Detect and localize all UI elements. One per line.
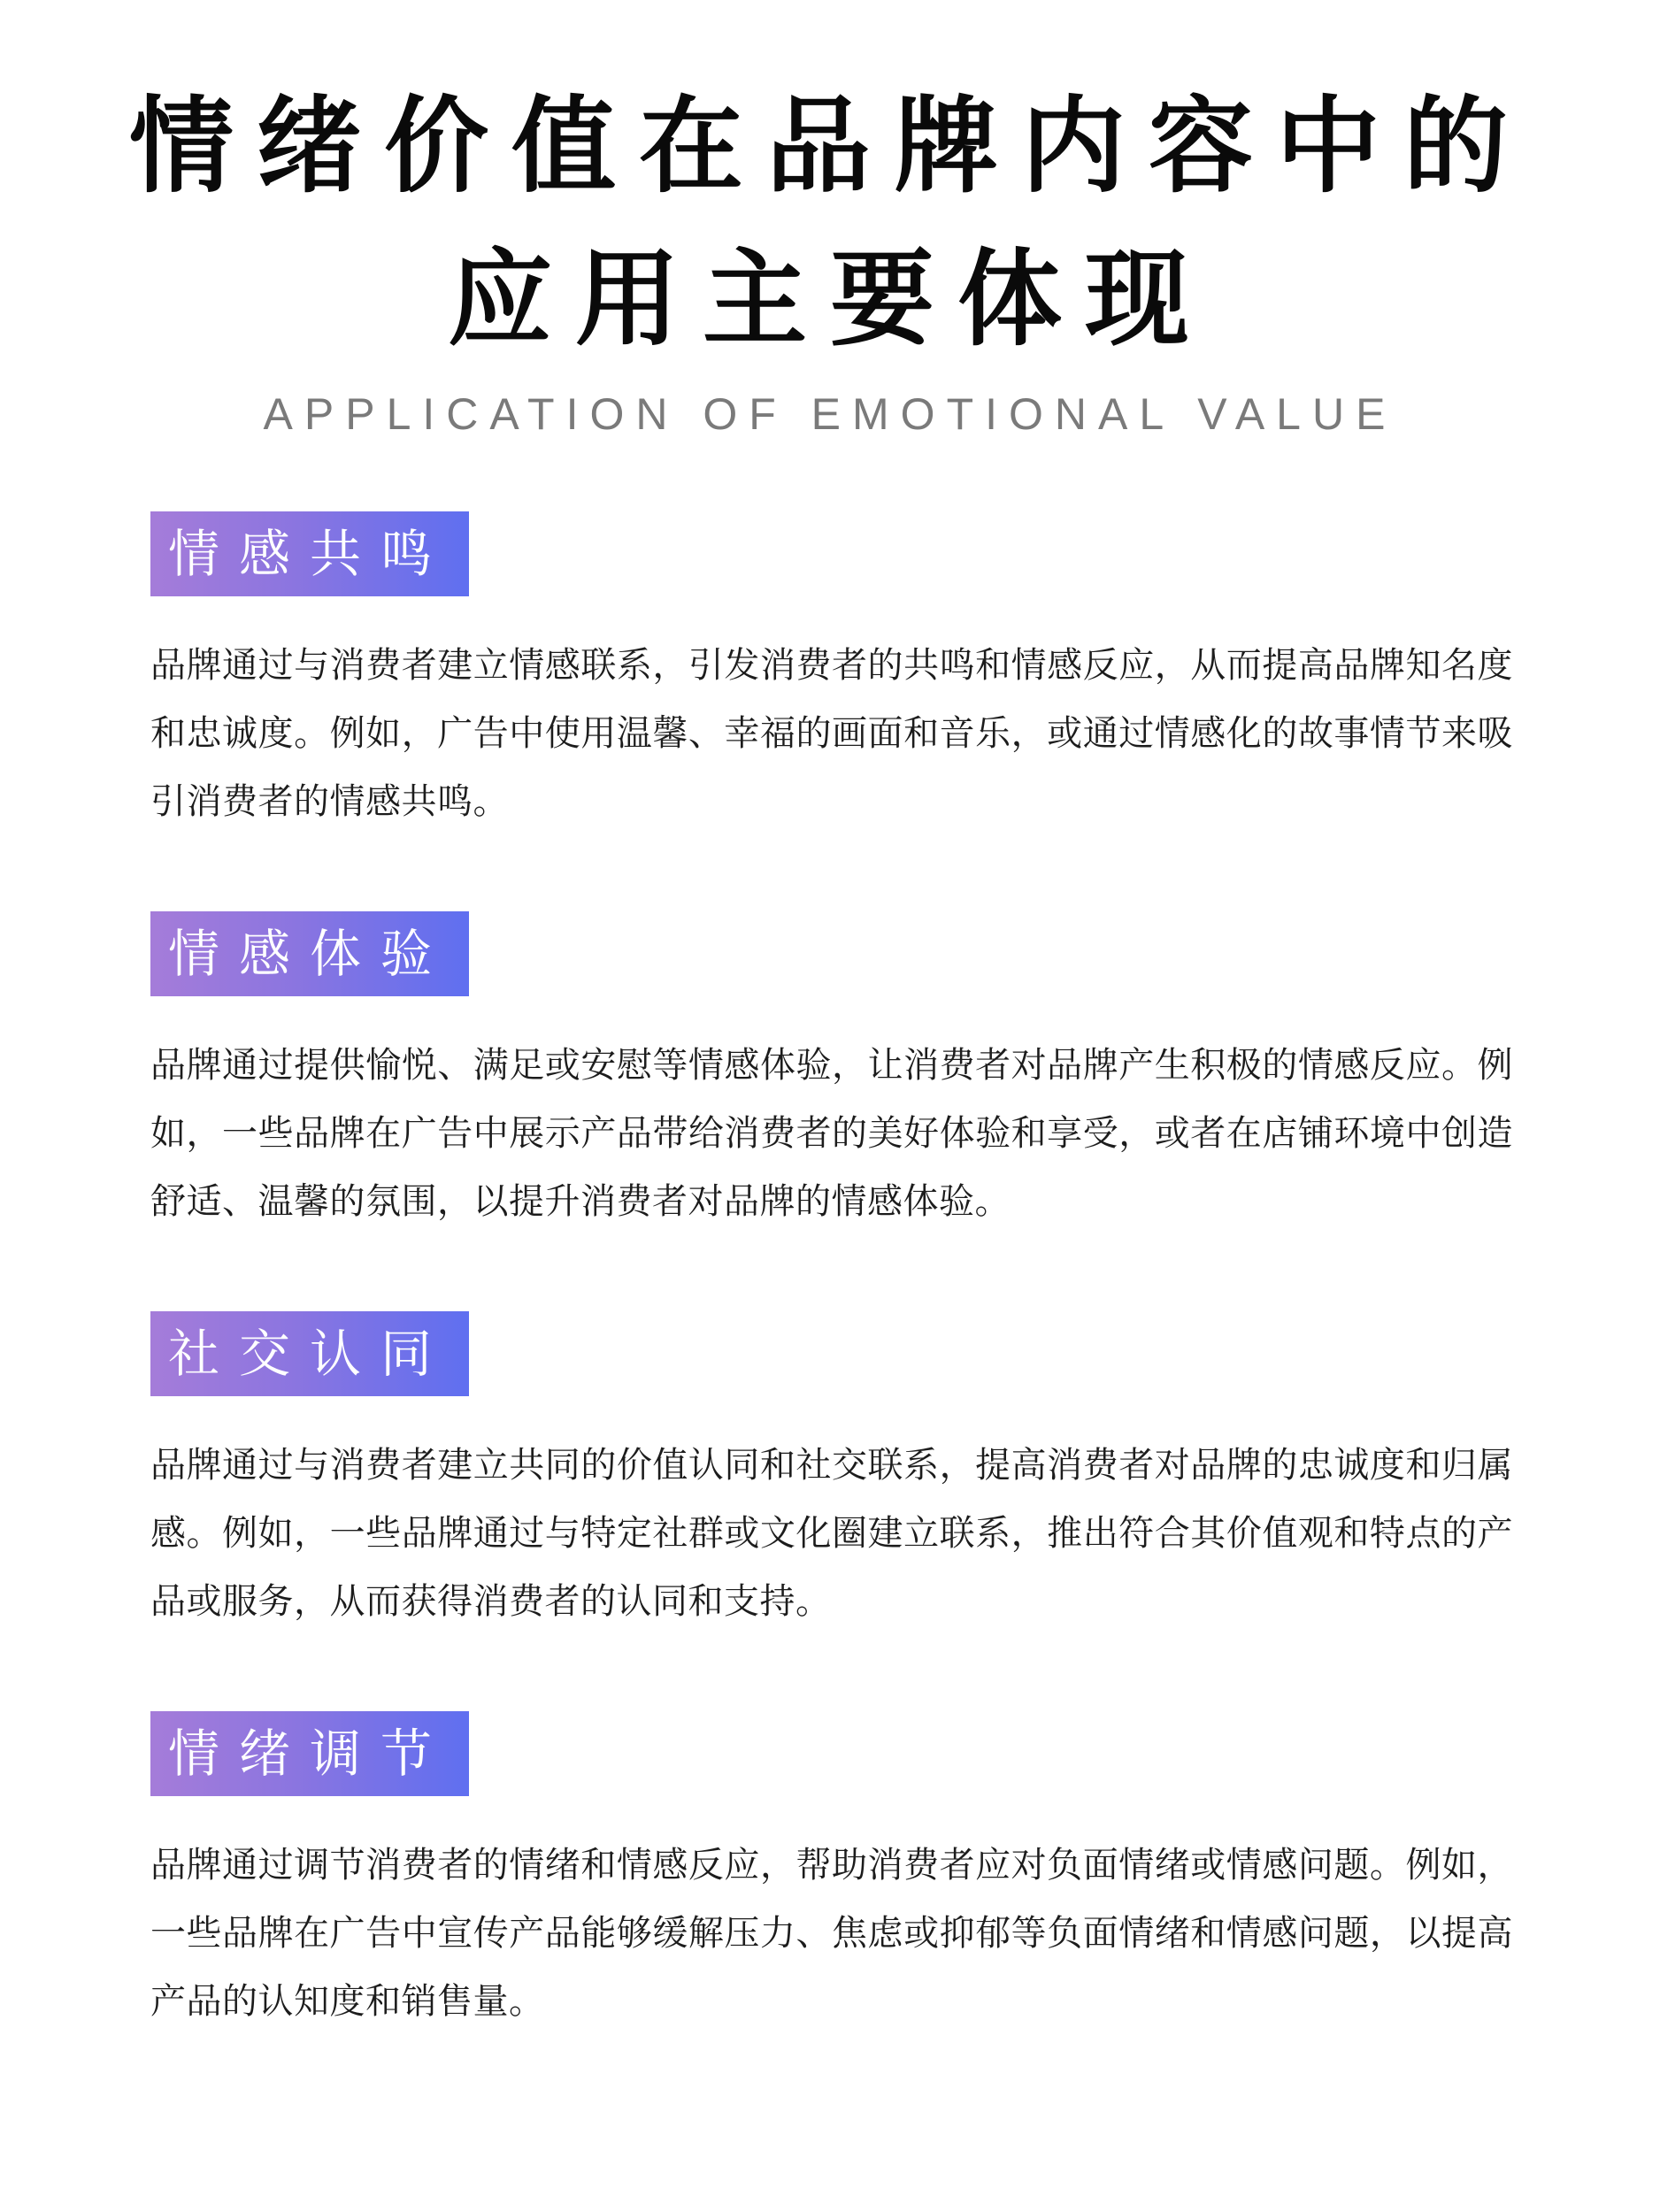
section-body-text: 品牌通过与消费者建立共同的价值认同和社交联系，提高消费者对品牌的忠诚度和归属感。例如，一些品牌通过与特定社群或文化圈建立联系，推出符合其价值观和特点的产品或服务，从而获得消费者的认同和支持。 [150, 1445, 1513, 1622]
section-emotion-regulation [150, 1711, 1513, 2036]
section-body-text: 品牌通过与消费者建立情感联系，引发消费者的共鸣和情感反应，从而提高品牌知名度和忠诚度。例如，广告中使用温馨、幸福的画面和音乐，或通过情感化的故事情节来吸引消费者的情感共鸣。 [150, 645, 1513, 822]
page-subtitle: APPLICATION OF EMOTIONAL VALUE [263, 389, 1397, 439]
section-social-identity [150, 1311, 1513, 1636]
section-emotional-experience [150, 911, 1513, 1236]
page-title-line-2: 应用主要体现 [447, 238, 1212, 360]
section-heading-badge: 社交认同 [150, 1311, 469, 1396]
section-body-text: 品牌通过提供愉悦、满足或安慰等情感体验，让消费者对品牌产生积极的情感反应。例如，一些品牌在广告中展示产品带给消费者的美好体验和享受，或者在店铺环境中创造舒适、温馨的氛围，以提升消费者对品牌的情感体验。 [150, 1045, 1513, 1222]
section-heading-badge: 情感共鸣 [150, 511, 469, 596]
section-body-text: 品牌通过调节消费者的情绪和情感反应，帮助消费者应对负面情绪或情感问题。例如，一些品牌在广告中宣传产品能够缓解压力、焦虑或抑郁等负面情绪和情感问题，以提高产品的认知度和销售量。 [150, 1845, 1513, 2022]
section-emotional-resonance [150, 511, 1513, 836]
section-heading-badge: 情绪调节 [150, 1711, 469, 1796]
section-heading-badge: 情感体验 [150, 911, 469, 996]
page-title-line-1: 情绪价值在品牌内容中的 [128, 85, 1531, 207]
